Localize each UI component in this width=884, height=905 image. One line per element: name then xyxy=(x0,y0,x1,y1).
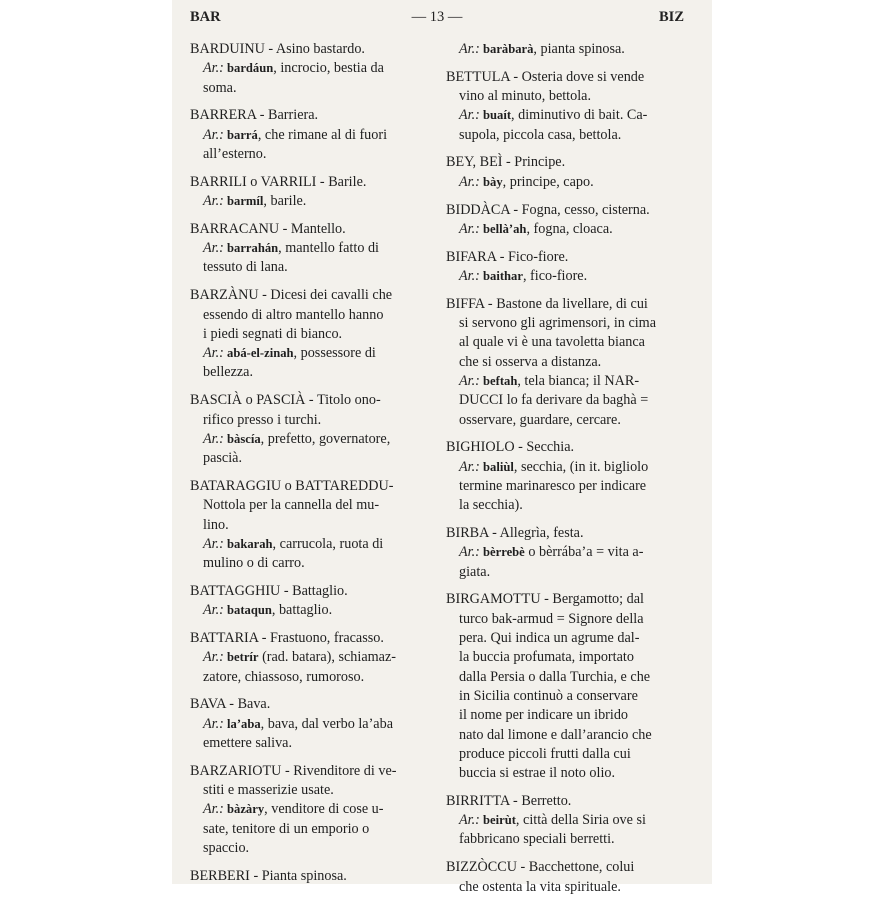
etymology-continuation-line: spaccio. xyxy=(203,839,250,856)
entry-definition-line: il nome per indicare un ibrido xyxy=(459,707,629,724)
entry-headword-line: BIRGAMOTTU - Bergamotto; dal xyxy=(446,591,644,608)
dictionary-entry xyxy=(190,286,428,382)
entry-headword-line: BARRILI o VARRILI - Barile. xyxy=(190,173,367,190)
arabic-word: beirùt xyxy=(479,813,516,828)
dictionary-entry xyxy=(446,858,684,897)
etymology-gloss: , possessore di xyxy=(293,345,376,362)
etymology-label: Ar.: xyxy=(203,715,224,732)
arabic-word: beftah xyxy=(479,373,518,388)
arabic-word: la’aba xyxy=(223,716,261,731)
arabic-etymology-line xyxy=(190,192,428,211)
etymology-label: Ar.: xyxy=(459,267,480,284)
etymology-label: Ar.: xyxy=(203,602,224,619)
arabic-etymology-line xyxy=(190,126,428,145)
dictionary-entry xyxy=(190,629,428,687)
entry-definition-line: si servono gli agrimensori, in cima xyxy=(459,315,657,332)
etymology-label: Ar.: xyxy=(459,41,480,57)
entry-headword-line: BARRERA - Barriera. xyxy=(190,107,319,124)
arabic-etymology-line xyxy=(446,220,684,239)
dictionary-entry xyxy=(190,867,428,886)
dictionary-entry xyxy=(190,106,428,164)
entry-headword-line: BIGHIOLO - Secchia. xyxy=(446,439,575,456)
arabic-etymology-line xyxy=(446,173,684,192)
arabic-etymology-line xyxy=(190,648,428,667)
entry-definition-line: Nottola per la cannella del mu- xyxy=(203,497,380,514)
etymology-label: Ar.: xyxy=(459,458,480,475)
entry-headword-line: BARZARIOTU - Rivenditore di ve- xyxy=(190,762,397,779)
etymology-continuation-line: all’esterno. xyxy=(203,145,267,162)
etymology-label: Ar.: xyxy=(459,173,480,190)
etymology-gloss: , bava, dal verbo la’aba xyxy=(260,715,393,732)
entry-headword-line: BERBERI - Pianta spinosa. xyxy=(190,867,347,884)
etymology-label: Ar.: xyxy=(459,220,480,237)
etymology-label: Ar.: xyxy=(203,60,224,77)
entry-definition-line: buccia si estrae il noto olio. xyxy=(459,765,616,782)
etymology-gloss: , fogna, cloaca. xyxy=(526,220,613,237)
dictionary-entry xyxy=(446,248,684,287)
entry-definition-line: i piedi segnati di bianco. xyxy=(203,325,343,342)
arabic-word: bataqun xyxy=(223,603,272,618)
entry-headword-line: BARDUINU - Asino bastardo. xyxy=(190,41,365,57)
etymology-label: Ar.: xyxy=(203,430,224,447)
entry-headword-line: BIFARA - Fico-fiore. xyxy=(446,248,569,265)
entry-headword-line: BATARAGGIU o BATTAREDDU- xyxy=(190,477,394,494)
dictionary-entry xyxy=(190,40,428,98)
etymology-gloss: , venditore di cose u- xyxy=(264,801,384,818)
arabic-word: barmíl xyxy=(223,194,264,209)
etymology-gloss: , secchia, (in it. bigliolo xyxy=(513,458,649,475)
entry-headword-line: BETTULA - Osteria dove si vende xyxy=(446,68,645,85)
arabic-etymology-line xyxy=(190,715,428,734)
arabic-etymology-line xyxy=(190,601,428,620)
entry-definition-line: turco bak-armud = Signore della xyxy=(459,610,644,627)
etymology-label: Ar.: xyxy=(459,107,480,124)
etymology-continuation-line: supola, piccola casa, bettola. xyxy=(459,126,622,143)
dictionary-entry xyxy=(446,590,684,783)
dictionary-entry xyxy=(446,524,684,582)
etymology-gloss: , carrucola, ruota di xyxy=(272,535,384,552)
arabic-etymology-line xyxy=(446,106,684,125)
arabic-word: bellà’ah xyxy=(479,221,527,236)
arabic-etymology-line xyxy=(190,430,428,449)
entry-headword-line: BAVA - Bava. xyxy=(190,696,271,713)
entry-definition-line: nato dal limone e dall’arancio che xyxy=(459,726,652,743)
arabic-word: bày xyxy=(479,174,503,189)
entry-definition-line: rifico presso i turchi. xyxy=(203,411,322,428)
arabic-etymology-line xyxy=(446,267,684,286)
etymology-label: Ar.: xyxy=(459,372,480,389)
etymology-gloss: o bèrrába’a = vita a- xyxy=(524,544,644,561)
arabic-word: betrír xyxy=(223,650,259,665)
etymology-gloss: , mantello fatto di xyxy=(278,240,379,257)
arabic-etymology-line xyxy=(446,458,684,477)
arabic-word: barrahán xyxy=(223,241,279,256)
dictionary-entry xyxy=(190,762,428,858)
etymology-continuation-line: fabbricano speciali berretti. xyxy=(459,831,615,848)
header-left-guide-word: BAR xyxy=(190,9,221,25)
etymology-label: Ar.: xyxy=(203,240,224,257)
etymology-continuation-line: emettere saliva. xyxy=(203,735,293,751)
dictionary-entry xyxy=(446,68,684,145)
etymology-label: Ar.: xyxy=(203,535,224,552)
entry-headword-line: BIDDÀCA - Fogna, cesso, cisterna. xyxy=(446,201,650,218)
etymology-continuation-line: DUCCI lo fa derivare da baghà = xyxy=(459,392,649,409)
arabic-etymology-line xyxy=(190,59,428,78)
etymology-label: Ar.: xyxy=(203,126,224,143)
arabic-etymology-line xyxy=(446,372,684,391)
entry-headword-line: BIRRITTA - Berretto. xyxy=(446,792,572,809)
dictionary-entry xyxy=(190,391,428,468)
etymology-label: Ar.: xyxy=(459,544,480,561)
entry-headword-line: BEY, BEÌ - Principe. xyxy=(446,154,566,171)
arabic-word: barrá xyxy=(223,127,258,142)
entry-definition-line: stiti e masserizie usate. xyxy=(203,782,334,799)
etymology-gloss: (rad. batara), schiamaz- xyxy=(258,649,396,666)
etymology-gloss: , tela bianca; il NAR- xyxy=(517,372,640,389)
arabic-etymology-line xyxy=(190,344,428,363)
page-header xyxy=(190,9,684,29)
arabic-word: abá-el-zinah xyxy=(223,346,294,361)
dictionary-entry xyxy=(446,201,684,240)
etymology-label: Ar.: xyxy=(203,193,224,210)
etymology-continuation-line: mulino o di carro. xyxy=(203,555,305,572)
dictionary-entry xyxy=(190,477,428,573)
entry-definition-line: che si osserva a distanza. xyxy=(459,353,602,370)
etymology-continuation-line: sate, tenitore di un emporio o xyxy=(203,820,370,837)
arabic-etymology-line xyxy=(446,543,684,562)
etymology-gloss: , incrocio, bestia da xyxy=(273,60,384,77)
arabic-word: bèrrebè xyxy=(479,545,525,560)
arabic-word: bardáun xyxy=(223,61,274,76)
etymology-label: Ar.: xyxy=(203,345,224,362)
etymology-continuation-line: zatore, chiassoso, rumoroso. xyxy=(203,668,365,685)
entry-headword-line: BASCIÀ o PASCIÀ - Titolo ono- xyxy=(190,392,381,409)
arabic-word: bàscía xyxy=(223,431,261,446)
arabic-word: bakarah xyxy=(223,536,273,551)
dictionary-entry xyxy=(190,582,428,621)
arabic-word: baithar xyxy=(479,268,523,283)
entry-definition-line: in Sicilia continuò a conservare xyxy=(459,687,638,704)
dictionary-entry xyxy=(190,695,428,753)
etymology-gloss: , principe, capo. xyxy=(502,173,594,190)
entry-definition-line: lino. xyxy=(203,516,229,533)
entry-definition-line: pera. Qui indica un agrume dal- xyxy=(459,630,640,647)
dictionary-entry xyxy=(446,40,684,59)
etymology-continuation-line: bellezza. xyxy=(203,364,254,381)
arabic-etymology-line xyxy=(190,535,428,554)
left-column xyxy=(190,40,428,895)
etymology-gloss: , che rimane al di fuori xyxy=(257,126,388,143)
etymology-continuation-line: soma. xyxy=(203,79,237,96)
entry-headword-line: BATTARIA - Frastuono, fracasso. xyxy=(190,630,384,647)
etymology-gloss: , diminutivo di bait. Ca- xyxy=(511,107,648,124)
etymology-gloss: , prefetto, governatore, xyxy=(260,430,391,447)
book-page xyxy=(172,0,712,895)
right-column xyxy=(446,40,684,905)
etymology-continuation-line: giata. xyxy=(459,563,491,580)
arabic-etymology-line xyxy=(190,800,428,819)
entry-definition-line: essendo di altro mantello hanno xyxy=(203,306,384,323)
etymology-continuation-line: termine marinaresco per indicare xyxy=(459,477,647,494)
dictionary-entry xyxy=(446,792,684,850)
etymology-continuation-line: pascià. xyxy=(203,450,242,467)
entry-definition-line: vino al minuto, bettola. xyxy=(459,88,592,105)
arabic-word: bàzàry xyxy=(223,802,265,817)
entry-headword-line: BIZZÒCCU - Bacchettone, colui xyxy=(446,859,635,876)
entry-headword-line: BIFFA - Bastone da livellare, di cui xyxy=(446,295,648,312)
etymology-label: Ar.: xyxy=(459,812,480,829)
arabic-word: buaít xyxy=(479,108,512,123)
entry-headword-line: BIRBA - Allegrìa, festa. xyxy=(446,525,584,542)
etymology-continuation-line: osservare, guardare, cercare. xyxy=(459,411,621,428)
etymology-gloss: , pianta spinosa. xyxy=(533,41,625,57)
entry-definition-line: al quale vi è una tavoletta bianca xyxy=(459,334,645,351)
etymology-gloss: , fico-fiore. xyxy=(522,267,588,284)
arabic-etymology-line xyxy=(190,239,428,258)
page-number: — 13 — xyxy=(411,9,463,25)
etymology-label: Ar.: xyxy=(203,649,224,666)
dictionary-entry xyxy=(446,438,684,515)
etymology-label: Ar.: xyxy=(203,801,224,818)
entry-definition-line: produce piccoli frutti dalla cui xyxy=(459,745,631,762)
arabic-etymology-line xyxy=(446,40,684,59)
entry-headword-line: BARRACANU - Mantello. xyxy=(190,220,346,237)
etymology-continuation-line: tessuto di lana. xyxy=(203,259,288,276)
etymology-gloss: , città della Siria ove si xyxy=(515,812,646,829)
entry-definition-line: dalla Persia o dalla Turchia, e che xyxy=(459,668,651,685)
entry-definition-line: la buccia profumata, importato xyxy=(459,649,634,666)
arabic-etymology-line xyxy=(446,811,684,830)
dictionary-entry xyxy=(446,295,684,430)
arabic-word: baliùl xyxy=(479,459,514,474)
etymology-gloss: , barile. xyxy=(263,193,307,210)
entry-headword-line: BATTAGGHIU - Battaglio. xyxy=(190,582,348,599)
header-right-guide-word: BIZ xyxy=(659,9,684,25)
entry-headword-line: BARZÀNU - Dicesi dei cavalli che xyxy=(190,287,393,304)
etymology-gloss: , battaglio. xyxy=(271,602,333,619)
arabic-word: baràbarà xyxy=(479,42,534,56)
entry-definition-line: che ostenta la vita spirituale. xyxy=(459,878,621,895)
dictionary-entry xyxy=(190,220,428,278)
etymology-continuation-line: la secchia). xyxy=(459,497,523,514)
dictionary-entry xyxy=(190,173,428,212)
dictionary-entry xyxy=(446,153,684,192)
